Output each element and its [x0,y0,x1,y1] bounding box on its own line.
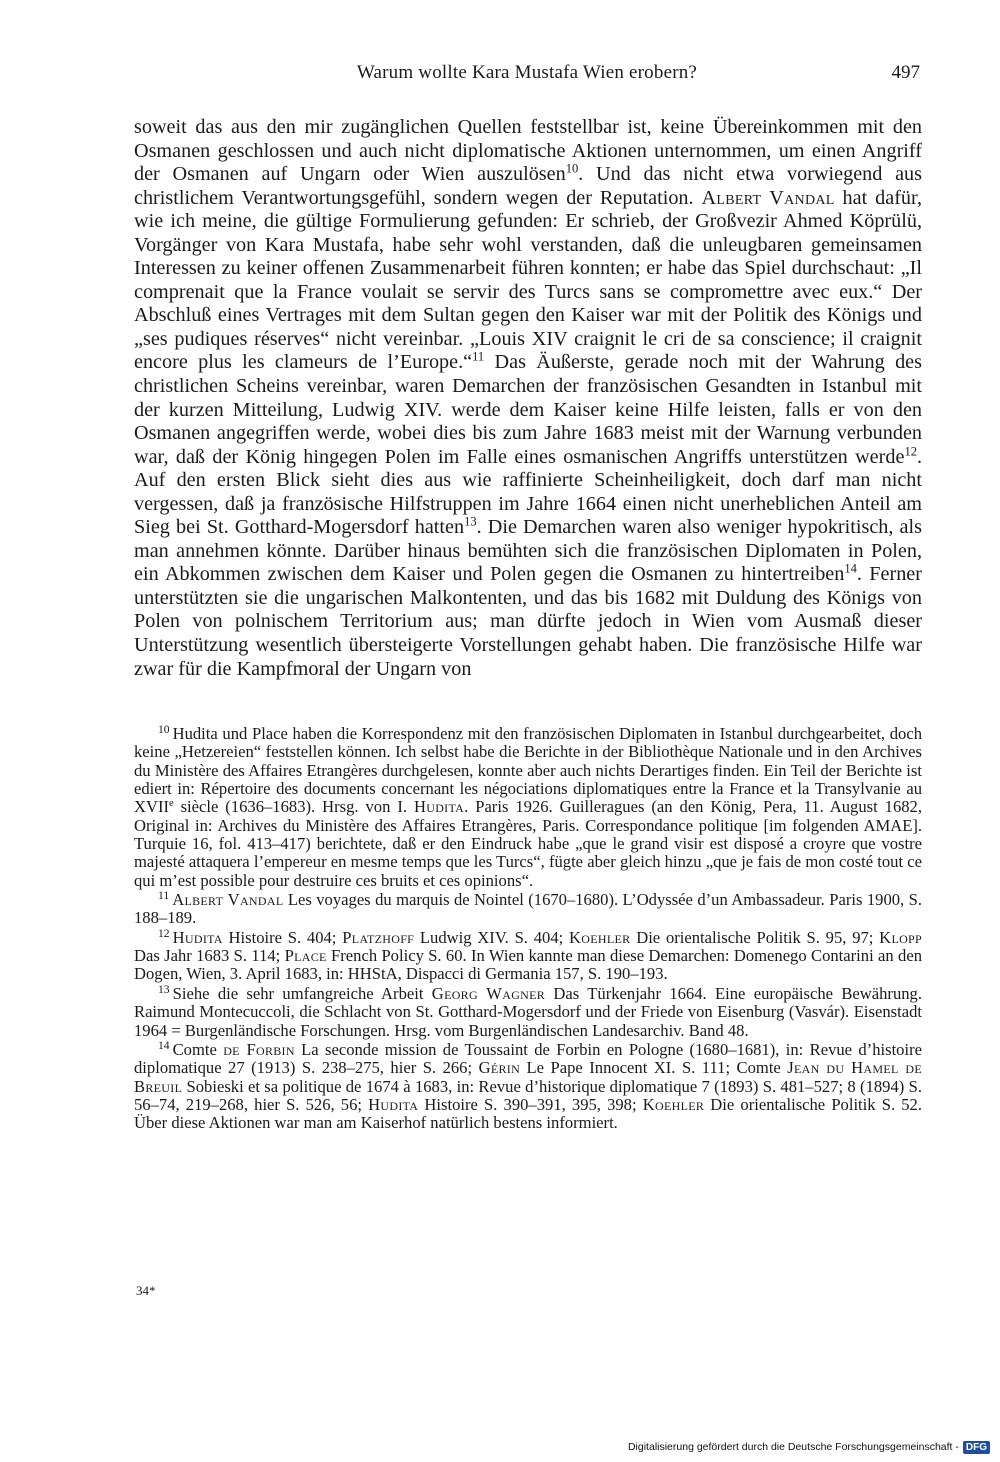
footnote-text: Hudita und Place haben die Korrespondenz mit den französischen Diplomaten in Istanbul durchgearbeitet, doch keine „Hetzereien“ feststellen können. Ich selbst habe die Berichte in der Bibliothèque Nationale und in den Archives du Ministère des Affaires Etrangères durchgelesen, konnte aber auch nichts Derartiges finden. Ein Teil der Berichte ist ediert in: Répertoire des documents concernant les négociations diplomatiques entre la France et la Transylvanie au XVII [134,724,922,817]
dfg-logo-icon: DFG [963,1441,990,1454]
footnote-text: Histoire S. 390–391, 395, 398; [418,1094,643,1114]
footnote-text: Le Pape Innocent XI. S. 111; Comte [520,1058,788,1078]
footnote-text: Les voyages du marquis de Nointel (1670–1680). L’Odyssée d’un Ambassadeur. Paris 1900, S. 188–189. [134,890,922,928]
footnote-text: Die orientalische Politik S. 95, 97; [630,927,880,947]
author-name: Gérin [478,1058,521,1078]
footnote-number: 12 [158,926,170,940]
footnote-text: Die orientalische Politik S. 52. Über diese Aktionen war man am Kaiserhof natürlich bestens informiert. [134,1094,922,1133]
footnote-text: Ludwig XIV. S. 404; [414,927,570,947]
footnote-10 [134,725,922,890]
author-name: Hudita [413,797,465,817]
author-name: Place [284,946,327,966]
footnote-text: Das Türkenjahr 1664. Eine europäische Bewährung. Raimund Montecuccoli, die Schlacht von St. Gotthard-Mogersdorf und der Friede von Eisenburg (Vasvár). Eisenstadt 1964 = Burgenländische Forschungen. Hrsg. vom Burgenländischen Landesarchiv. Band 48. [134,983,922,1040]
footnote-text: French Policy S. 60. In Wien kannte man diese Demarchen: Domenego Contarini an den Dogen, Wien, 3. April 1683, in: HHStA, Dispacci di Germania 157, S. 190–193. [134,946,922,984]
footnote-text: Das Jahr 1683 S. 114; [134,946,285,966]
author-name: Hudita [172,927,223,947]
text-run: . Die Demarchen waren also weniger hypokritisch, als man annehmen könnte. Darüber hinaus bemühten sich die französischen Diplomaten in Polen, ein Abkommen zwischen dem Kaiser und Polen gegen die Osmanen zu hintertreiben [134,516,922,586]
footnote-number: 10 [158,723,170,737]
author-name: Platzhoff [342,927,415,947]
author-name: Koehler [569,927,631,947]
text-run: . Und das nicht etwa vorwiegend aus christlichem Verantwortungsgefühl, sondern wegen der Reputation. [134,163,922,209]
footnote-ref-13: 13 [464,514,477,529]
footnote-text: La seconde mission de Toussaint de Forbin en Pologne (1680–1681), in: Revue d’histoire diplomatique 27 (1913) S. 238–275, hier S. 266; [134,1039,922,1078]
footnote-ref-11: 11 [472,349,485,364]
author-name: Albert Vandal [701,186,835,209]
author-name: Klopp [879,927,922,947]
author-name: Jean du Hamel de Breuil [134,1058,922,1096]
footnote-number: 13 [158,983,170,997]
text-run: . Auf den ersten Blick sieht dies aus wie raffinierte Scheinheiligkeit, doch darf man nicht vergessen, daß ja französische Hilfstruppen im Jahre 1664 einen nicht unerheblichen Anteil am Sieg bei St. Gotthard-Mogersdorf hatten [134,445,922,539]
dfg-funding-note: Digitalisierung gefördert durch die Deutsche Forschungsgemeinschaft - [627,1441,959,1453]
superscript: e [169,798,174,810]
footnote-ref-10: 10 [565,161,579,176]
footnote-13 [134,985,922,1040]
main-text [134,116,922,681]
footnote-text: Sobieski et sa politique de 1674 à 1683, in: Revue d’historique diplomatique 7 (1893) S. 481–527; 8 (1894) S. 56–74, 219–268, hier S. 526, 56; [134,1076,922,1114]
running-title: Warum wollte Kara Mustafa Wien erobern? [356,62,698,83]
footnote-12 [134,926,922,984]
author-name: Hudita [368,1094,419,1114]
footnote-text: Siehe die sehr umfangreiche Arbeit [172,983,432,1003]
page-number: 497 [891,62,920,83]
footnote-number: 14 [158,1039,170,1053]
author-name: Georg Wagner [431,983,546,1003]
footnotes [134,725,922,1134]
paragraph [134,116,922,681]
footnote-text: Comte [172,1039,224,1059]
footnote-text: . Paris 1926. Guilleragues (an den König, Pera, 11. August 1682, Original in: Archives du Ministère des Affaires Etrangères, Paris. Correspondance politique [im folgenden AMAE]. Turquie 16, fol. 413–417) berichtete, daß er den Eindruck habe „que le grand visir est disposé a croyre que vostre majesté attaquera l’empereur en mesme temps que les Turcs“, fügte aber gleich hinzu „que je fais de mon costé tout ce qui m’est possible pour destruire ces bruits et ces opinions“. [134,797,922,890]
footnote-11 [134,891,922,928]
footnote-text: siècle (1636–1683). Hrsg. von I. [173,797,414,817]
text-run: . Ferner unterstützten sie die ungarischen Malkontenten, und das bis 1682 mit Duldung des Königs von Polen von polnischem Territorium aus; man dürfte jedoch in Wien vom Ausmaß dieser Unterstützung wesentlich übersteigerte Vorstellungen gehabt haben. Die französische Hilfe war zwar für die Kampfmoral der Ungarn von [134,563,922,680]
author-name: Koehler [642,1094,705,1114]
footnote-14 [134,1041,922,1133]
text-run: hat dafür, wie ich meine, die gültige Formulierung gefunden: Er schrieb, der Großvezir Ahmed Köprülü, Vorgänger von Kara Mustafa, habe sehr wohl verstanden, daß die unleugbaren gemeinsamen Interessen zu keiner offenen Zusammenarbeit führen konnten; er habe das Spiel durchschaut: „Il comprenait que la France voulait se servir des Turcs sans se compromettre avec eux.“ Der Abschluß eines Vertrages mit dem Sultan gegen den Kaiser war mit der Politik des Königs und „ses pudiques réserves“ nicht vereinbar. „Louis XIV craignit le cri de sa conscience; il craignit encore plus les clameurs de l’Europe.“ [134,186,922,374]
author-name: Albert Vandal [172,890,284,910]
dfg-footer [618,1438,990,1456]
printer-signature: 34* [136,1283,156,1298]
footnote-text: Histoire S. 404; [222,927,343,947]
footnote-number: 11 [158,889,170,903]
text-run: Das Äußerste, gerade noch mit der Wahrung des christlichen Scheins vereinbar, waren Demarchen der französischen Gesandten in Istanbul mit der kurzen Mitteilung, Ludwig XIV. werde dem Kaiser keine Hilfe leisten, falls er von den Osmanen angegriffen werde, wobei dies bis zum Jahre 1683 meist mit der Warnung verbunden war, daß der König hingegen Polen im Falle eines osmanischen Angriffs unterstützen werde [134,351,922,468]
footnote-ref-12: 12 [904,444,917,459]
footnote-ref-14: 14 [844,561,857,576]
text-run: soweit das aus den mir zugänglichen Quellen feststellbar ist, keine Übereinkommen mit den Osmanen geschlossen und auch nicht diplomatische Aktionen unternommen, um einen Angriff der Osmanen auf Ungarn oder Wien auszulösen [134,116,922,186]
page-header [134,62,920,92]
author-name: de Forbin [223,1039,295,1059]
